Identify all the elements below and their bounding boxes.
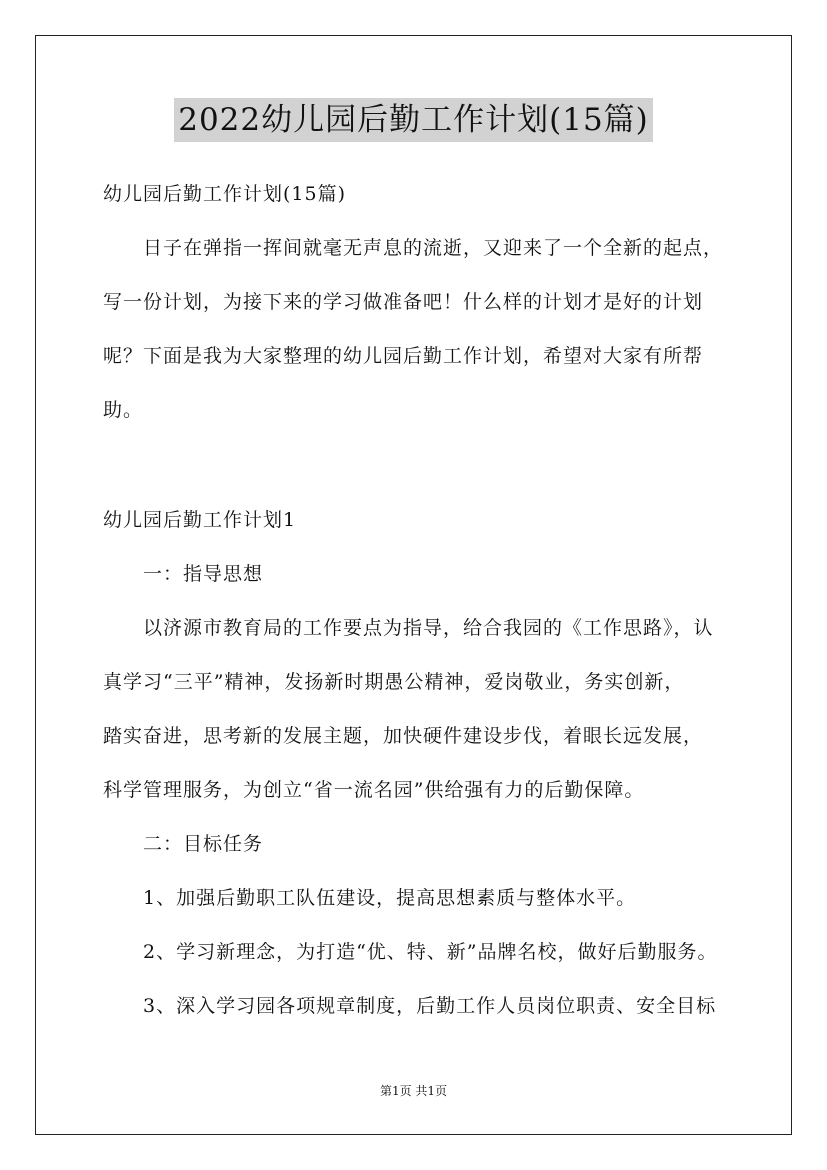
document-subtitle: 幼儿园后勤工作计划(15篇) bbox=[103, 183, 347, 205]
body-line: 踏实奋进，思考新的发展主题，加快硬件建设步伐，着眼长远发展， bbox=[103, 725, 704, 747]
document-title: 2022幼儿园后勤工作计划(15篇) bbox=[174, 98, 653, 142]
intro-line: 呢？下面是我为大家整理的幼儿园后勤工作计划，希望对大家有所帮 bbox=[103, 345, 704, 367]
list-item: 2、学习新理念，为打造“优、特、新”品牌名校，做好后勤服务。 bbox=[143, 941, 718, 963]
part-heading: 二：目标任务 bbox=[143, 833, 264, 855]
intro-line: 助。 bbox=[103, 399, 144, 421]
intro-line: 日子在弹指一挥间就毫无声息的流逝，又迎来了一个全新的起点， bbox=[143, 237, 724, 259]
body-line: 以济源市教育局的工作要点为指导，给合我园的《工作思路》，认 bbox=[143, 617, 714, 639]
page-footer: 第1页 共1页 bbox=[379, 1084, 448, 1098]
section-heading: 幼儿园后勤工作计划1 bbox=[103, 509, 297, 531]
body-line: 真学习“三平”精神，发扬新时期愚公精神，爱岗敬业，务实创新， bbox=[103, 671, 685, 693]
body-line: 科学管理服务，为创立“省一流名园”供给强有力的后勤保障。 bbox=[103, 779, 645, 801]
intro-line: 写一份计划，为接下来的学习做准备吧！什么样的计划才是好的计划 bbox=[103, 291, 704, 313]
title-container bbox=[0, 98, 827, 142]
list-item: 3、深入学习园各项规章制度，后勤工作人员岗位职责、安全目标 bbox=[143, 995, 717, 1017]
list-item: 1、加强后勤职工队伍建设，提高思想素质与整体水平。 bbox=[143, 887, 637, 909]
part-heading: 一：指导思想 bbox=[143, 563, 264, 585]
